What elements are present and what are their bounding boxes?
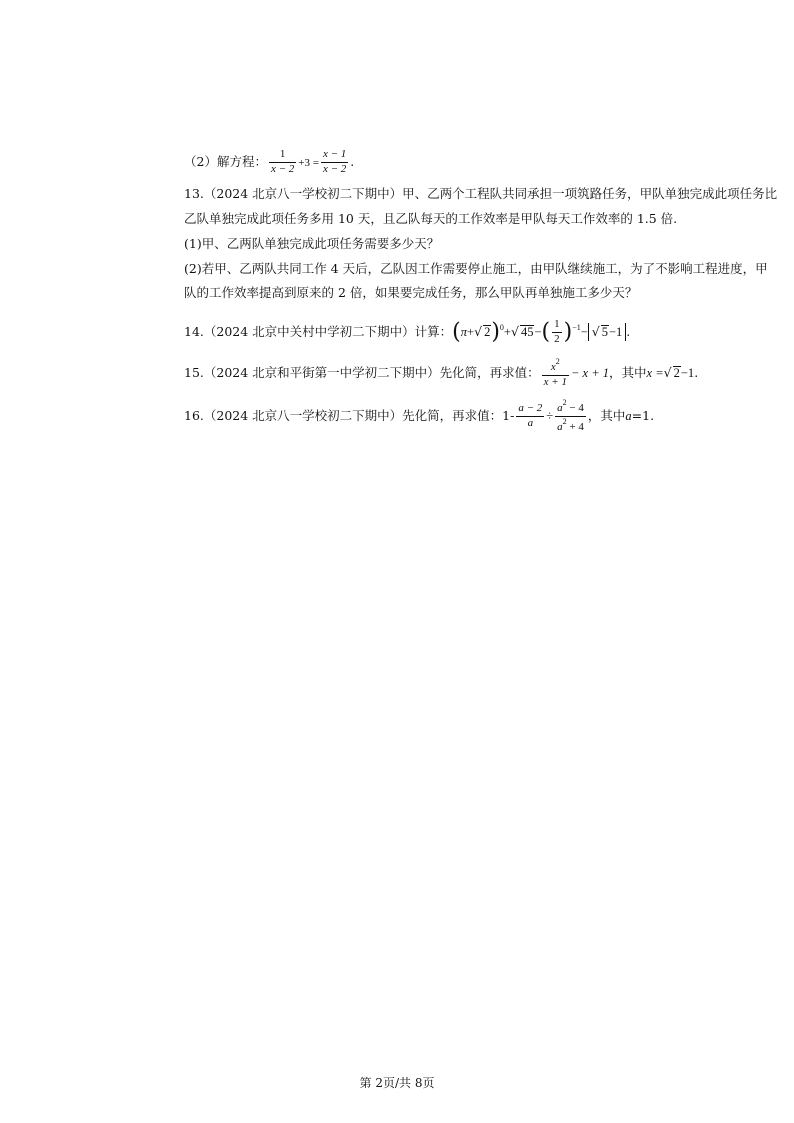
left-paren: ( [452,319,461,345]
problem12-part2: （2）解方程： $\frac{1}{x - 2}$ +3 = $\frac{x - 1}{x - 2}$ . [184,148,355,175]
problem16-prefix: 16.（2024 北京八一学校初二下期中）先化简，再求值：1- [184,408,515,423]
right-paren: ) [563,319,573,345]
fraction-x-squared-over-x-plus-1: $\frac{x^2}{x + 1}$ [543,357,567,388]
problem15-prefix: 15.（2024 北京和平街第一中学初二下期中）先化简，再求值： [184,365,540,380]
sqrt-icon: √ [591,324,600,340]
problem13-question2-line2: 队的工作效率提高到原来的 2 倍，如果要完成任务，那么甲队再单独施工多少天？ [184,285,638,300]
problem13-question2-line1: (2)若甲、乙两队共同工作 4 天后，乙队因工作需要停止施工，由甲队继续施工，为了不影响工程进度，甲 [184,261,768,276]
fraction-one-half: $\frac{1}{2}$ [554,318,560,345]
page-footer: 第 2页/共 8页 [359,1076,435,1090]
problem13-line1: 13.（2024 北京八一学校初二下期中）甲、乙两个工程队共同承担一项筑路任务，甲队单独完成此项任务比 [184,186,778,201]
problem13-line2: 乙队单独完成此项任务多用 10 天，且乙队每天的工作效率是甲队每天工作效率的 1.5 倍. [184,211,678,226]
sqrt-icon: √ [474,323,483,339]
problem15: 15.（2024 北京和平街第一中学初二下期中）先化简，再求值： $\frac{x^2}{x + 1}$ − x + 1，其中x =√ 2−1. [184,357,699,388]
sqrt-icon: √ [663,364,672,380]
problem14: 14.（2024 北京中关村中学初二下期中）计算：(π+√ 2)$^0$+√ 45−( $\frac{1}{2}$ )$^{-1}$− √ 5−1 . [184,318,631,345]
problem16: 16.（2024 北京八一学校初二下期中）先化简，再求值：1- $\frac{a - 2}{a}$ ÷ $\frac{a^2 - 4}{a^2 + 4}$ ，其中a=1. [184,398,655,433]
right-paren: ) [491,319,500,345]
fraction-a2-minus-4-over-a2-plus-4: $\frac{a^2 - 4}{a^2 + 4}$ [557,398,584,433]
fraction-1-over-x-minus-2: $\frac{1}{x - 2}$ [270,148,295,175]
absolute-value: √ 5−1 [588,323,627,341]
problem14-prefix: 14.（2024 北京中关村中学初二下期中）计算： [184,324,453,339]
sqrt-icon: √ [510,323,519,339]
fraction-x-minus-1-over-x-minus-2: $\frac{x - 1}{x - 2}$ [322,148,347,175]
problem12-part2-label: （2）解方程： [184,153,267,169]
fraction-a-minus-2-over-a: $\frac{a - 2}{a}$ [518,402,543,429]
left-paren: ( [541,319,551,345]
problem13-question1: (1)甲、乙两队单独完成此项任务需要多少天？ [184,236,440,251]
